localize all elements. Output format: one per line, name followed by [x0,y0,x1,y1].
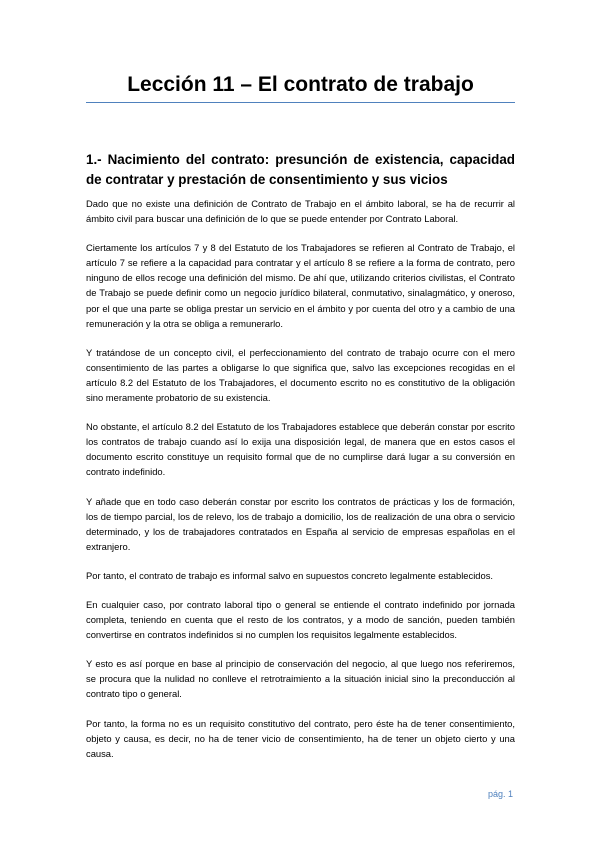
paragraph: Por tanto, la forma no es un requisito constitutivo del contrato, pero éste ha de tener consentimiento, objeto y causa, es decir, no ha de tener vicio de consentimiento, ha de tener un objeto cierto y una causa. [86,717,515,759]
paragraph: Por tanto, el contrato de trabajo es informal salvo en supuestos concreto legalmente establecidos. [86,569,494,581]
paragraph: Y esto es así porque en base al principio de conservación del negocio, al que luego nos referiremos, se procura que la nulidad no conlleve el retrotraimiento a la situación inicial sino la preconducción al contrato tipo o general. [86,658,515,700]
paragraph: Ciertamente los artículos 7 y 8 del Estatuto de los Trabajadores se refieren al Contrato de Trabajo, el artículo 7 se refiere a la capacidad para contratar y el artículo 8 se refiere a la forma de contrato, pero ninguno de ellos recoge una definición del mismo. De ahí que, utilizando criterios civilistas, el Contrato de Trabajo se puede definir como un negocio jurídico bilateral, conmutativo, sinalagmático, y oneroso, por el que una parte se obliga prestar un servicio en el ámbito y por cuenta del otro y a cambio de una remuneración y la otra se obliga a remunerarlo. [86,242,515,329]
paragraph: Y añade que en todo caso deberán constar por escrito los contratos de prácticas y los de formación, los de tiempo parcial, los de relevo, los de trabajo a domicilio, los de realización de una obra o servicio determinado, y los de trabajadores contratados en España al servicio de empresas españolas en el extranjero. [86,495,515,552]
paragraph: En cualquier caso, por contrato laboral tipo o general se entiende el contrato indefinido por jornada completa, teniendo en cuenta que el resto de los contratos, y a modo de sanción, pueden también convertirse en contratos indefinidos si no cumplen los requisitos legalmente establecidos. [86,598,515,641]
page-number: pág. 1 [487,789,513,799]
title-underline [86,102,515,103]
paragraph: No obstante, el artículo 8.2 del Estatuto de los Trabajadores establece que deberán constar por escrito los contratos de trabajo cuando así lo exija una disposición legal, de manera que en estos casos el documento escrito constituye un requisito formal que de no cumplirse dará lugar a su conversión en contrato indefinido. [86,421,515,478]
paragraph: Dado que no existe una definición de Contrato de Trabajo en el ámbito laboral, se ha de recurrir al ámbito civil para buscar una definición de lo que se puede entender por Contrato Laboral. [86,198,515,225]
body-text [86,196,515,775]
page-title: Lección 11 – El contrato de trabajo [127,73,474,96]
paragraph: Y tratándose de un concepto civil, el perfeccionamiento del contrato de trabajo ocurre con el mero consentimiento de las partes a obligarse lo que significa que, salvo las excepciones recogidas en el artículo 8.2 del Estatuto de los Trabajadores, el documento escrito no es constitutivo de la obligación sino meramente probatorio de su existencia. [86,346,515,404]
section-heading: 1.- Nacimiento del contrato: presunción de existencia, capacidad de contratar y prestación de consentimiento y sus vicios [86,152,515,187]
